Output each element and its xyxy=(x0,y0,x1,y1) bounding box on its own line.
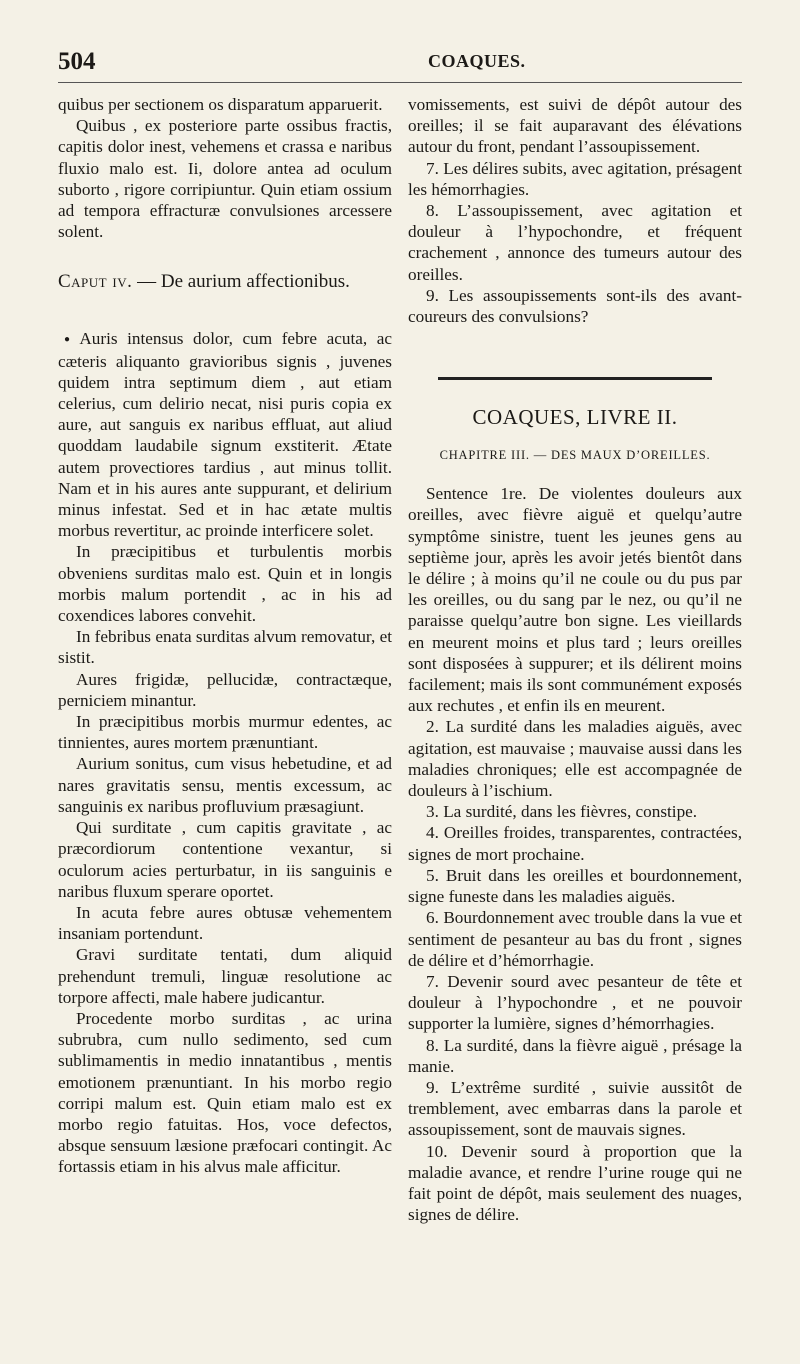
header-rule xyxy=(58,82,742,83)
latin-column xyxy=(58,94,392,1178)
running-title: COAQUES. xyxy=(428,51,526,71)
spacer xyxy=(408,463,742,483)
french-paragraph: 2. La surdité dans les maladies aiguës, avec agitation, est mauvaise ; mauvaise aussi dans les maladies chroniques; elle est accompagnée de douleurs à l’ischium. xyxy=(408,717,742,801)
french-paragraph: vomissements, est suivi de dépôt autour des oreilles; il se fait auparavant des élévations autour du front, pendant l’assoupissement. xyxy=(408,95,742,157)
latin-paragraph xyxy=(58,328,392,541)
page-number: 504 xyxy=(58,48,96,75)
latin-paragraph: Quibus , ex posteriore parte ossibus fractis, capitis dolor inest, vehemens et crassa e naribus fluxio malo est. Ii, dolore antea ad oculum suborto , rigore corripiuntur. Quin etiam ossium ad tempora effracturæ convulsiones arcessere solent. xyxy=(58,116,392,242)
latin-paragraph: Gravi surditate tentati, dum aliquid prehendunt tremuli, linguæ resolutione ac torpore affecti, male habere judicantur. xyxy=(58,945,392,1007)
latin-paragraph: Qui surditate , cum capitis gravitate , ac præcordiorum contentione vexantur, si oculorum acies perturbatur, in iis sanguinis e naribus fluxum sperare oportet. xyxy=(58,818,392,901)
french-paragraph: 9. Les assoupissements sont-ils des avant-coureurs des convulsions? xyxy=(408,285,742,327)
latin-paragraph: Aurium sonitus, cum visus hebetudine, et ad nares gravitatis sensu, mentis excessum, ac sanguinis ex naribus profluvium præsagiunt. xyxy=(58,754,392,816)
french-paragraph: 8. La surdité, dans la fièvre aiguë , présage la manie. xyxy=(408,1035,742,1076)
latin-paragraph: Aures frigidæ, pellucidæ, contractæque, perniciem minantur. xyxy=(58,669,392,710)
latin-paragraph: In præcipitibus morbis murmur edentes, ac tinnientes, aures mortem prænuntiant. xyxy=(58,712,392,753)
french-paragraph: 5. Bruit dans les oreilles et bourdonnement, signe funeste dans les maladies aiguës. xyxy=(408,865,742,907)
latin-paragraph: quibus per sectionem os disparatum apparuerit. xyxy=(58,95,383,114)
latin-paragraph: In præcipitibus et turbulentis morbis obveniens surditas malo est. Quin et in longis morbis malum portendit , ac in his ad coxendices labores convehit. xyxy=(58,542,392,626)
page-header xyxy=(58,48,742,84)
french-paragraph: 3. La surdité, dans les fièvres, constipe. xyxy=(426,802,698,822)
margin-mark-icon: ● xyxy=(64,334,76,346)
french-paragraph: 10. Devenir sourd à proportion que la maladie avance, et rendre l’urine rouge qui ne fait point de dépôt, mais seulement des nuages, signes de délire. xyxy=(408,1141,742,1225)
french-paragraph: 9. L’extrême surdité , suivie aussitôt de tremblement, avec embarras dans la parole et assoupissement, sont de mauvais signes. xyxy=(408,1077,742,1140)
latin-paragraph: In febribus enata surditas alvum removatur, et sistit. xyxy=(58,627,392,668)
latin-paragraph: In acuta febre aures obtusæ vehementem insaniam portendunt. xyxy=(58,902,392,944)
chapter-heading-latin xyxy=(58,270,392,294)
spacer xyxy=(58,294,392,328)
french-paragraph: 8. L’assoupissement, avec agitation et douleur à l’hypochondre, et fréquent crachement , annonce des tumeurs autour des oreilles. xyxy=(408,201,742,284)
french-paragraph: 6. Bourdonnement avec trouble dans la vue et sentiment de pesanteur au bas du front , signes de délire et d’hémorrhagie. xyxy=(408,908,742,970)
book-title: COAQUES, LIVRE II. xyxy=(472,405,678,430)
french-paragraph: 4. Oreilles froides, transparentes, contractées, signes de mort prochaine. xyxy=(408,823,742,864)
french-paragraph: Sentence 1re. De violentes douleurs aux oreilles, avec fièvre aiguë et quelqu’autre symptôme sinistre, tuent les jeunes gens au septième jour, après les avoir jetés bientôt dans le délire ; à moins qu’il ne coule ou du pus par les oreilles, ou du sang par le nez, ou qu’il ne paraisse quelqu’autre bon signe. Les vieillards en meurent moins et plus tard ; leurs oreilles sont disposées à suppurer; et ils délirent moins facilement; mais ils sont communément exposés aux rechutes , et enfin ils en meurent. xyxy=(408,484,742,716)
french-paragraph: 7. Les délires subits, avec agitation, présagent les hémorrhagies. xyxy=(408,158,742,199)
caput-label: Caput iv. xyxy=(58,271,133,293)
french-column xyxy=(408,94,742,1225)
chapter-heading-french: CHAPITRE III. — DES MAUX D’OREILLES. xyxy=(439,448,711,463)
french-paragraph: 7. Devenir sourd avec pesanteur de tête et douleur à l’hypochondre , et ne pouvoir supporter la lumière, signes d’hémorrhagies. xyxy=(408,971,742,1034)
latin-paragraph-text: Auris intensus dolor, cum febre acuta, ac cæteris aliquanto gravioribus signis , juvenes quidem intra septimum diem , aut etiam celerius, cum delirio necat, nisi puris copia ex aure, aut sanguis ex naribus effluat, aut aliud quoddam laudabile signum exstiterit. Ætate autem provectiores tardius , aut minus tollit. Nam et in his aures ante suppurant, et delirium minus infestat. Sed et in hac ætate multis morbus revertitur, ac proinde interficere solet. xyxy=(58,329,392,541)
latin-paragraph: Procedente morbo surditas , ac urina subrubra, cum nullo sedimento, sed cum sublimamentis in medio innatantibus , mentis emotionem prænuntiant. In his morbo regio corripi malum est. Quin etiam malo est ex morbo regio fatuitas. Hos, voce defectos, absque sensuum læsione præfocari contingit. Ac fortassis etiam in his alvus male afficitur. xyxy=(58,1008,392,1177)
section-rule xyxy=(438,377,712,380)
caput-title: — De aurium affectionibus. xyxy=(137,271,350,293)
